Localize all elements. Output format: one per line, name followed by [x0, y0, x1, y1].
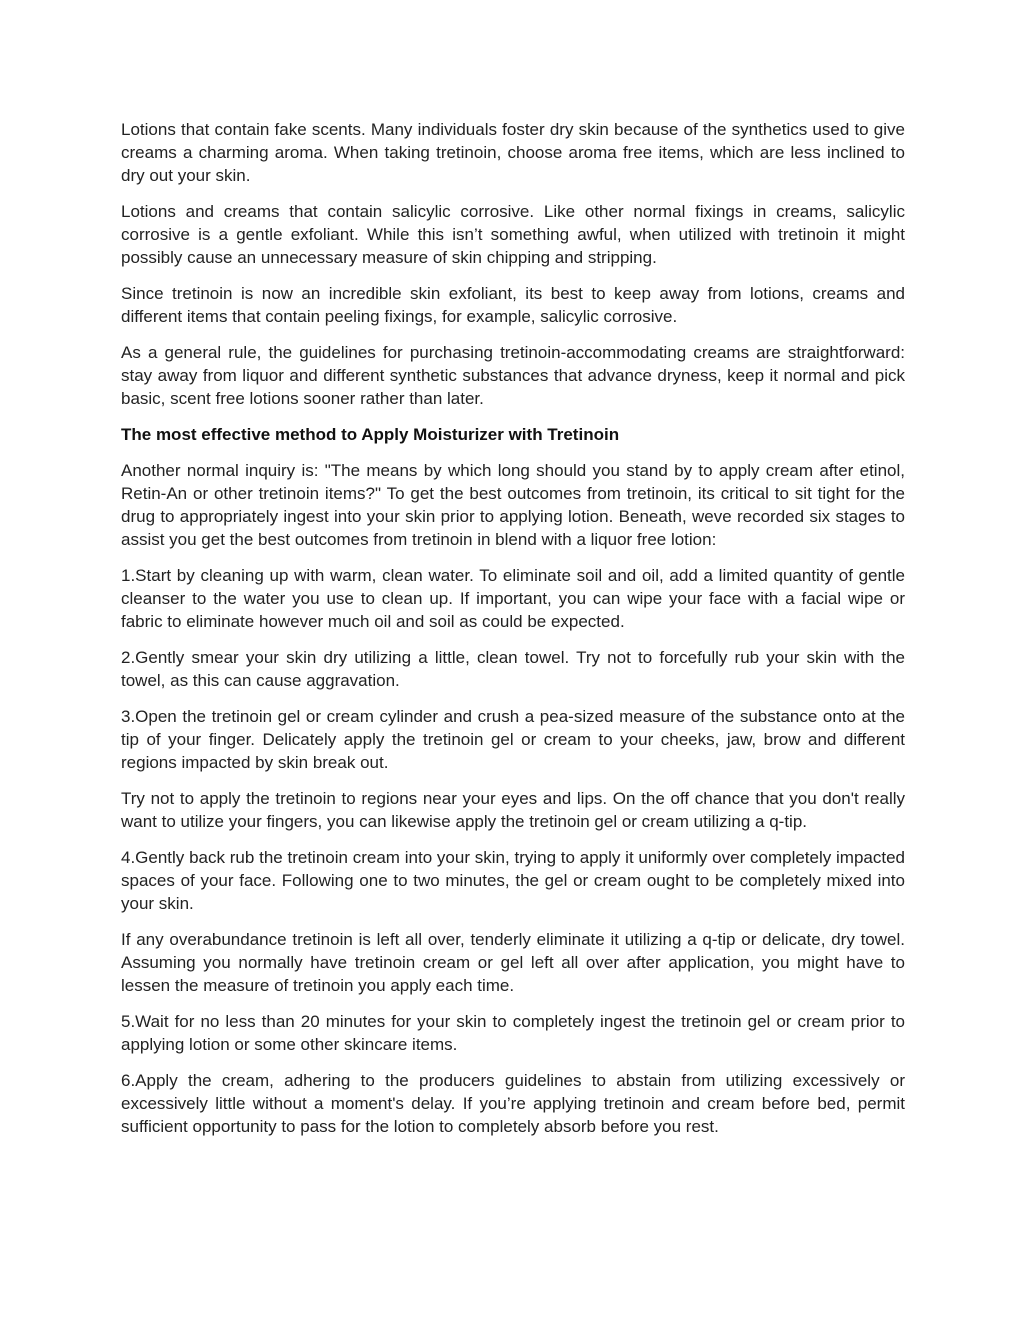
paragraph-fake-scents: Lotions that contain fake scents. Many individuals foster dry skin because of the synthetics used to give creams a charming aroma. When taking tretinoin, choose aroma free items, which are less inclined to dry out your skin. [121, 120, 905, 185]
step-4: 4.Gently back rub the tretinoin cream into your skin, trying to apply it uniformly over completely impacted spaces of your face. Following one to two minutes, the gel or cream ought to be completely mixed into your skin. [121, 848, 905, 913]
step-5: 5.Wait for no less than 20 minutes for your skin to completely ingest the tretinoin gel or cream prior to applying lotion or some other skincare items. [121, 1012, 905, 1054]
paragraph-exfoliant: Since tretinoin is now an incredible skin exfoliant, its best to keep away from lotions, creams and different items that contain peeling fixings, for example, salicylic corrosive. [121, 284, 905, 326]
paragraph-salicylic: Lotions and creams that contain salicylic corrosive. Like other normal fixings in creams, salicylic corrosive is a gentle exfoliant. While this isn’t something awful, when utilized with tretinoin it might possibly cause an unnecessary measure of skin chipping and stripping. [121, 202, 905, 267]
step-3: 3.Open the tretinoin gel or cream cylinder and crush a pea-sized measure of the substance onto at the tip of your finger. Delicately apply the tretinoin gel or cream to your cheeks, jaw, brow and different regions impacted by skin break out. [121, 707, 905, 772]
step-2: 2.Gently smear your skin dry utilizing a little, clean towel. Try not to forcefully rub your skin with the towel, as this can cause aggravation. [121, 648, 905, 690]
paragraph-intro: Another normal inquiry is: "The means by which long should you stand by to apply cream after etinol, Retin-An or other tretinoin items?" To get the best outcomes from tretinoin, its critical to sit tight for the drug to appropriately ingest into your skin prior to applying lotion. Beneath, weve recorded six stages to assist you get the best outcomes from tretinoin in blend with a liquor free lotion: [121, 461, 905, 549]
paragraph-overabundance: If any overabundance tretinoin is left all over, tenderly eliminate it utilizing a q-tip or delicate, dry towel. Assuming you normally have tretinoin cream or gel left all over after application, you might have to lessen the measure of tretinoin you apply each time. [121, 930, 905, 995]
paragraph-general-rule: As a general rule, the guidelines for purchasing tretinoin-accommodating creams are straightforward: stay away from liquor and different synthetic substances that advance dryness, keep it normal and pick basic, scent free lotions sooner rather than later. [121, 343, 905, 408]
document-page [121, 118, 905, 1151]
step-1: 1.Start by cleaning up with warm, clean water. To eliminate soil and oil, add a limited quantity of gentle cleanser to the water you use to clean up. If important, you can wipe your face with a facial wipe or fabric to eliminate however much oil and soil as could be expected. [121, 566, 905, 631]
paragraph-eyes-lips: Try not to apply the tretinoin to regions near your eyes and lips. On the off chance that you don't really want to utilize your fingers, you can likewise apply the tretinoin gel or cream utilizing a q-tip. [121, 789, 905, 831]
step-6: 6.Apply the cream, adhering to the producers guidelines to abstain from utilizing excessively or excessively little without a moment's delay. If you’re applying tretinoin and cream before bed, permit sufficient opportunity to pass for the lotion to completely absorb before you rest. [121, 1071, 905, 1136]
section-heading: The most effective method to Apply Moisturizer with Tretinoin [121, 425, 620, 444]
